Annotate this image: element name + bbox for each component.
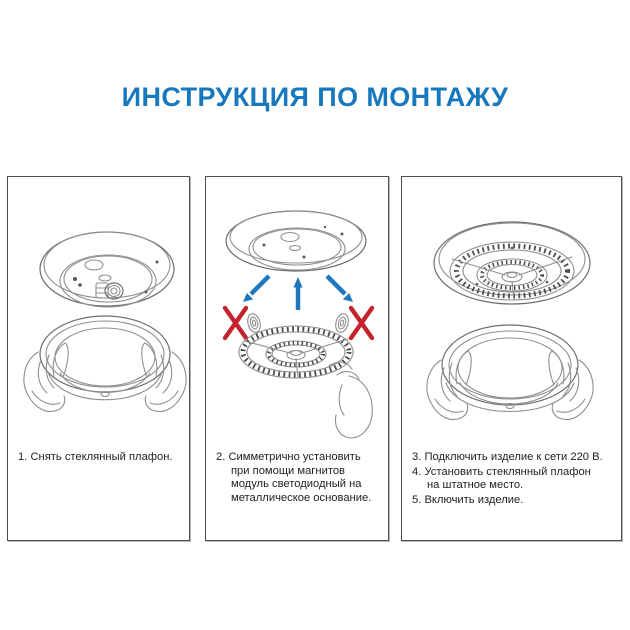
panel-steps-3-4-5 xyxy=(401,176,622,541)
led-module-drawing xyxy=(239,326,353,378)
magnet-right-icon xyxy=(334,312,351,333)
step-text: 2. Симметрично установить при помощи магнитов модуль светодиодный на металлическое основание. xyxy=(216,451,372,504)
step-text: 5. Включить изделие. xyxy=(412,493,524,506)
step-text: 3. Подключить изделие к сети 220 В. xyxy=(412,451,603,463)
red-cross-left-icon xyxy=(225,308,246,338)
install-led-module-illustration xyxy=(206,177,388,449)
blue-arrow-up-icon xyxy=(293,277,302,310)
red-cross-right-icon xyxy=(351,308,372,338)
lamp-with-led-module-drawing xyxy=(434,222,590,304)
terminal-block-drawing xyxy=(96,283,123,299)
instruction-panels xyxy=(7,176,630,541)
step-list xyxy=(8,449,189,465)
panel-step-2 xyxy=(205,176,389,541)
magnet-left-icon xyxy=(246,312,263,333)
step-text: 4. Установить стеклянный плафон на штатное место. xyxy=(412,465,591,492)
panel-step-1 xyxy=(7,176,190,541)
mount-hole xyxy=(85,260,103,270)
step-text: 1. Снять стеклянный плафон. xyxy=(18,451,173,463)
page-title: ИНСТРУКЦИЯ ПО МОНТАЖУ xyxy=(121,82,509,112)
module-spokes xyxy=(452,257,572,300)
small-hole xyxy=(99,275,111,281)
finish-installation-illustration xyxy=(402,177,621,449)
lamp-base-drawing xyxy=(40,232,174,307)
lamp-base-drawing xyxy=(226,211,366,271)
step-list xyxy=(402,449,621,507)
hand-drawing xyxy=(329,362,372,438)
remove-diffuser-illustration xyxy=(8,177,189,449)
outer-led-ring xyxy=(457,246,568,296)
mount-hole xyxy=(281,233,299,242)
blue-arrow-left-icon xyxy=(243,276,269,302)
step-list xyxy=(206,449,388,505)
outer-led-ring xyxy=(243,329,349,375)
small-hole xyxy=(290,246,301,251)
glass-diffuser-drawing xyxy=(40,316,170,400)
blue-arrow-right-icon xyxy=(327,276,353,302)
glass-diffuser-drawing xyxy=(442,325,578,412)
